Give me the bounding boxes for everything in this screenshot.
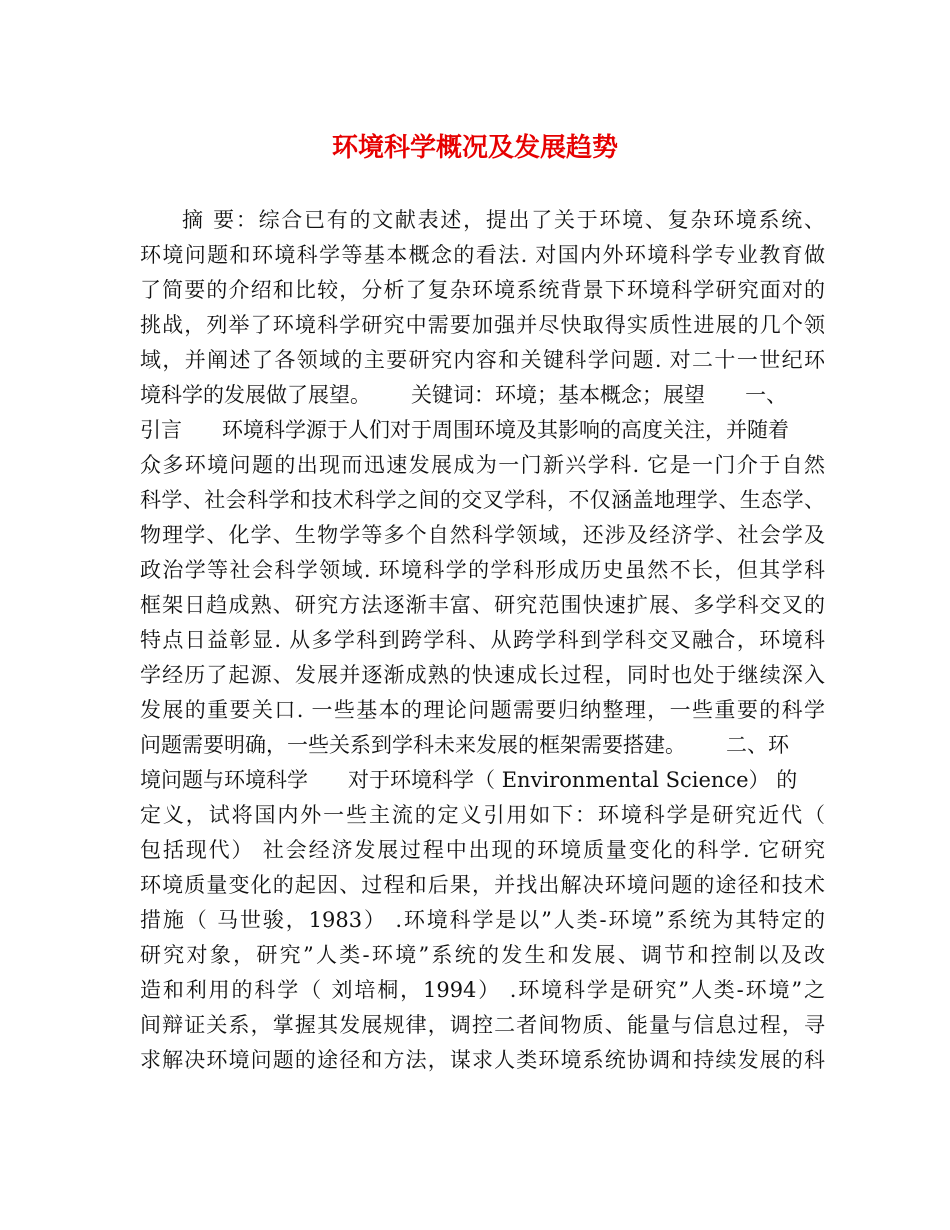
body-line-21: 措施（ 马世骏，1983） .环境科学是以”人类-环境”系统为其特定的: [140, 908, 825, 932]
body-line-12: 框架日趋成熟、研究方法逐渐丰富、研究范围快速扩展、多学科交叉的: [140, 593, 825, 617]
body-line-25: 求解决环境问题的途径和方法，谋求人类环境系统协调和持续发展的科: [140, 1048, 825, 1072]
body-line-2: 环境问题和环境科学等基本概念的看法. 对国内外环境科学专业教育做: [140, 243, 825, 267]
body-line-6: 境科学的发展做了展望。 关键词：环境；基本概念；展望 一、: [140, 383, 788, 407]
body-line-10: 物理学、化学、生物学等多个自然科学领域，还涉及经济学、社会学及: [140, 523, 825, 547]
body-line-9: 科学、社会科学和技术科学之间的交叉学科，不仅涵盖地理学、生态学、: [140, 488, 825, 512]
document-body: [140, 203, 825, 1078]
body-line-14: 学经历了起源、发展并逐渐成熟的快速成长过程，同时也处于继续深入: [140, 663, 825, 687]
body-line-8: 众多环境问题的出现而迅速发展成为一门新兴学科. 它是一门介于自然: [140, 453, 825, 477]
body-line-22: 研究对象，研究”人类-环境”系统的发生和发展、调节和控制以及改: [140, 943, 825, 967]
body-line-1: 摘 要：综合已有的文献表述，提出了关于环境、复杂环境系统、: [182, 208, 825, 232]
body-line-20: 环境质量变化的起因、过程和后果，并找出解决环境问题的途径和技术: [140, 873, 825, 897]
body-line-4: 挑战，列举了环境科学研究中需要加强并尽快取得实质性进展的几个领: [140, 313, 825, 337]
body-line-17: 境问题与环境科学 对于环境科学（ Environmental Science） 的: [140, 768, 798, 792]
body-line-19: 包括现代） 社会经济发展过程中出现的环境质量变化的科学. 它研究: [140, 838, 825, 862]
body-line-18: 定义，试将国内外一些主流的定义引用如下：环境科学是研究近代（: [140, 803, 825, 827]
body-line-3: 了简要的介绍和比较，分析了复杂环境系统背景下环境科学研究面对的: [140, 278, 825, 302]
body-line-23: 造和利用的科学（ 刘培桐，1994） .环境科学是研究”人类-环境”之: [140, 978, 825, 1002]
document-title: 环境科学概况及发展趋势: [331, 133, 618, 163]
body-line-16: 问题需要明确，一些关系到学科未来发展的框架需要搭建。 二、环: [140, 733, 790, 757]
body-line-13: 特点日益彰显. 从多学科到跨学科、从跨学科到学科交叉融合，环境科: [140, 628, 825, 652]
body-line-24: 间辩证关系，掌握其发展规律，调控二者间物质、能量与信息过程，寻: [140, 1013, 825, 1037]
body-line-11: 政治学等社会科学领域. 环境科学的学科形成历史虽然不长，但其学科: [140, 558, 825, 582]
body-line-15: 发展的重要关口. 一些基本的理论问题需要归纳整理，一些重要的科学: [140, 698, 825, 722]
body-line-5: 域，并阐述了各领域的主要研究内容和关键科学问题. 对二十一世纪环: [140, 348, 825, 372]
body-line-7: 引言 环境科学源于人们对于周围环境及其影响的高度关注，并随着: [140, 418, 790, 442]
